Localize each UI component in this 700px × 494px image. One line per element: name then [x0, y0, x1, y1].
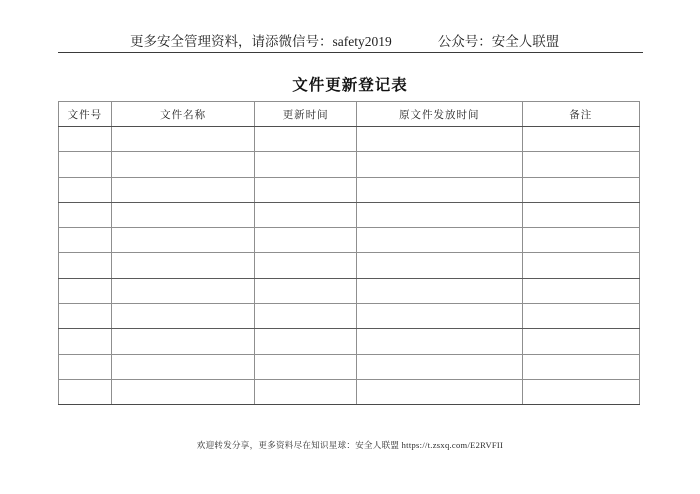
table-cell: [522, 152, 639, 177]
table-row: [59, 127, 640, 152]
table-cell: [111, 152, 255, 177]
table-row: [59, 202, 640, 227]
table-cell: [522, 304, 639, 329]
table-cell: [255, 354, 357, 379]
column-header-original-issue-time: 原文件发放时间: [357, 102, 523, 127]
footer-note: 欢迎转发分享，更多资料尽在知识星球：安全人联盟 https://t.zsxq.com/E2RVFII: [196, 440, 504, 450]
table-cell: [59, 379, 112, 404]
table-cell: [255, 228, 357, 253]
column-header-update-time: 更新时间: [255, 102, 357, 127]
table-cell: [255, 253, 357, 278]
table-cell: [255, 202, 357, 227]
header-note-left: 更多安全管理资料，请添微信号：safety2019: [130, 34, 392, 49]
table-cell: [255, 304, 357, 329]
table-cell: [522, 253, 639, 278]
table-cell: [255, 127, 357, 152]
table-cell: [522, 228, 639, 253]
table-cell: [111, 253, 255, 278]
table-row: [59, 177, 640, 202]
table-cell: [357, 127, 523, 152]
column-header-file-name: 文件名称: [111, 102, 255, 127]
table-cell: [111, 202, 255, 227]
table-cell: [255, 278, 357, 303]
table-cell: [59, 304, 112, 329]
table-cell: [111, 228, 255, 253]
table-cell: [59, 278, 112, 303]
table-cell: [111, 379, 255, 404]
page-header: [58, 0, 643, 53]
table-cell: [111, 304, 255, 329]
table-cell: [111, 354, 255, 379]
table-cell: [522, 202, 639, 227]
table-cell: [59, 354, 112, 379]
table-row: [59, 354, 640, 379]
table-cell: [111, 127, 255, 152]
table-cell: [357, 278, 523, 303]
table-cell: [59, 127, 112, 152]
table-row: [59, 329, 640, 354]
header-note-right: 公众号：安全人联盟: [437, 34, 560, 49]
table-cell: [255, 152, 357, 177]
table-body: [59, 127, 640, 405]
table-row: [59, 278, 640, 303]
header-note: [130, 34, 559, 49]
table-cell: [522, 379, 639, 404]
table-row: [59, 379, 640, 404]
table-cell: [357, 304, 523, 329]
table-cell: [357, 329, 523, 354]
table-cell: [59, 253, 112, 278]
table-cell: [59, 177, 112, 202]
page-title: 文件更新登记表: [292, 77, 408, 94]
table-header-row: [59, 102, 640, 127]
table-cell: [111, 278, 255, 303]
table-cell: [111, 329, 255, 354]
table-row: [59, 228, 640, 253]
table-cell: [111, 177, 255, 202]
table-cell: [357, 354, 523, 379]
table-cell: [59, 329, 112, 354]
column-header-file-number: 文件号: [59, 102, 112, 127]
table-cell: [255, 177, 357, 202]
table-cell: [357, 379, 523, 404]
table-cell: [255, 379, 357, 404]
table-row: [59, 304, 640, 329]
table-cell: [357, 177, 523, 202]
table-row: [59, 152, 640, 177]
table-cell: [522, 177, 639, 202]
table-cell: [59, 228, 112, 253]
table-cell: [59, 152, 112, 177]
table-cell: [357, 152, 523, 177]
registration-table: [58, 101, 640, 405]
table-row: [59, 253, 640, 278]
table-cell: [255, 329, 357, 354]
table-cell: [59, 202, 112, 227]
table-cell: [357, 253, 523, 278]
table-cell: [522, 127, 639, 152]
table-cell: [357, 228, 523, 253]
table-cell: [522, 278, 639, 303]
column-header-remarks: 备注: [522, 102, 639, 127]
table-cell: [357, 202, 523, 227]
table-cell: [522, 354, 639, 379]
table-cell: [522, 329, 639, 354]
